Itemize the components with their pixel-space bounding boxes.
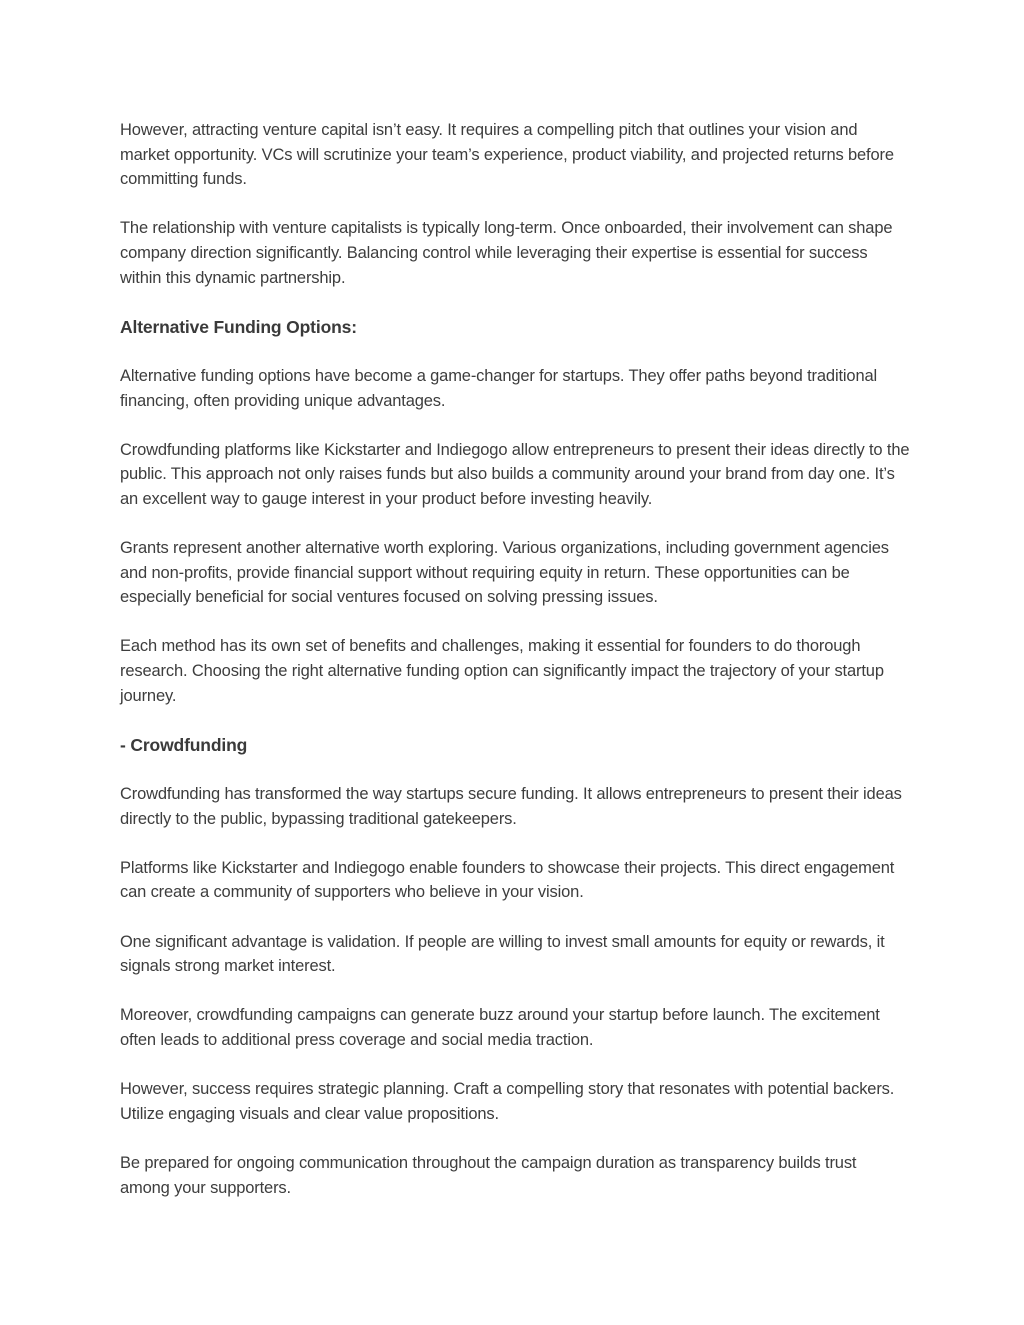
paragraph-communication: Be prepared for ongoing communication throughout the campaign duration as transparency builds trust among your supporters.: [120, 1153, 857, 1197]
paragraph-strategic-planning: However, success requires strategic planning. Craft a compelling story that resonates with potential backers. Utilize engaging visuals and clear value propositions.: [120, 1080, 895, 1123]
paragraph-crowdfunding-transformed: Crowdfunding has transformed the way startups secure funding. It allows entrepreneurs to present their ideas directly to the public, bypassing traditional gatekeepers.: [120, 785, 902, 828]
heading-crowdfunding: - Crowdfunding: [120, 734, 248, 755]
paragraph-crowdfunding-platforms: Crowdfunding platforms like Kickstarter and Indiegogo allow entrepreneurs to present their ideas directly to the public. This approach not only raises funds but also builds a community around your brand from day one. It’s an excellent way to gauge interest in your product before investing heavily.: [120, 440, 910, 508]
document-page: [120, 118, 910, 1225]
paragraph-vc-attraction: However, attracting venture capital isn’t easy. It requires a compelling pitch that outlines your vision and market opportunity. VCs will scrutinize your team’s experience, product viability, and projected returns before committing funds.: [120, 121, 894, 189]
heading-alternative-funding: Alternative Funding Options:: [120, 316, 357, 337]
paragraph-each-method: Each method has its own set of benefits and challenges, making it essential for founders to do thorough research. Choosing the right alternative funding option can significantly impact the trajectory of your startup journey.: [120, 637, 884, 705]
paragraph-buzz: Moreover, crowdfunding campaigns can generate buzz around your startup before launch. The excitement often leads to additional press coverage and social media traction.: [120, 1006, 880, 1049]
paragraph-validation: One significant advantage is validation. If people are willing to invest small amounts for equity or rewards, it signals strong market interest.: [120, 932, 885, 976]
paragraph-grants: Grants represent another alternative worth exploring. Various organizations, including government agencies and non-profits, provide financial support without requiring equity in return. These opportunities can be especially beneficial for social ventures focused on solving pressing issues.: [120, 539, 889, 607]
paragraph-alternative-intro: Alternative funding options have become a game-changer for startups. They offer paths beyond traditional financing, often providing unique advantages.: [120, 366, 878, 410]
paragraph-vc-relationship: The relationship with venture capitalists is typically long-term. Once onboarded, their involvement can shape company direction significantly. Balancing control while leveraging their expertise is essential for success within this dynamic partnership.: [120, 219, 893, 287]
paragraph-platforms: Platforms like Kickstarter and Indiegogo enable founders to showcase their projects. This direct engagement can create a community of supporters who believe in your vision.: [120, 858, 895, 902]
